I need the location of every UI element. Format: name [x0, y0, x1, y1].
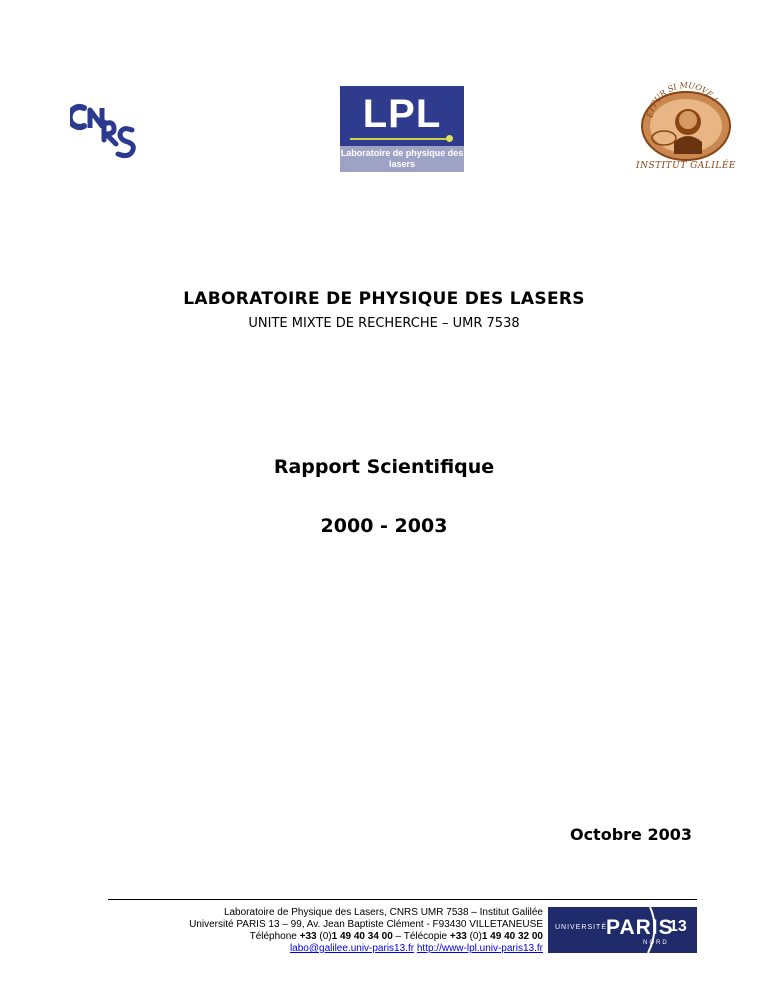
website-link[interactable]: http://www-lpl.univ-paris13.fr	[416, 943, 543, 954]
email-link[interactable]: labo@galilee.univ-paris13.fr	[289, 943, 415, 954]
lab-title: LABORATOIRE DE PHYSIQUE DES LASERS	[183, 289, 585, 309]
cnrs-logo-graphic	[70, 100, 140, 160]
footer-divider	[108, 899, 697, 900]
report-date: Octobre 2003	[569, 825, 692, 844]
footer-links-line	[100, 943, 543, 955]
galilee-caption: INSTITUT GALILÉE	[636, 161, 736, 171]
galilee-portrait-graphic	[630, 82, 742, 162]
laser-dot-icon	[446, 135, 453, 142]
lpl-logo-name: LPL	[362, 92, 442, 136]
laser-line	[350, 138, 446, 140]
lpl-logo	[340, 86, 464, 172]
report-years: 2000 - 2003	[320, 515, 448, 537]
footer-phone-line: Téléphone +33 (0)1 49 40 34 00 – Télécopie +33 (0)1 49 40 32 00	[249, 931, 543, 942]
paris13-paris-label: PARIS	[606, 916, 674, 939]
footer-address	[100, 907, 543, 955]
report-title: Rapport Scientifique	[273, 456, 495, 478]
paris13-univ-label: UNIVERSITÉ	[555, 924, 608, 931]
galilee-logo	[630, 82, 742, 178]
footer-line-2: Université PARIS 13 – 99, Av. Jean Baptiste Clément - F93430 VILLETANEUSE	[189, 919, 543, 930]
galilee-motto: EPPUR SI MUOVE !	[645, 82, 720, 119]
lpl-logo-subtitle: Laboratoire de physique des lasers	[340, 146, 464, 172]
paris13-logo	[548, 907, 697, 953]
footer-line-1: Laboratoire de Physique des Lasers, CNRS UMR 7538 – Institut Galilée	[223, 907, 543, 918]
paris13-number-label: 13	[669, 918, 687, 935]
paris13-nord-label: NORD	[643, 940, 669, 946]
lab-subtitle: UNITE MIXTE DE RECHERCHE – UMR 7538	[248, 316, 520, 331]
cnrs-logo	[70, 100, 140, 160]
